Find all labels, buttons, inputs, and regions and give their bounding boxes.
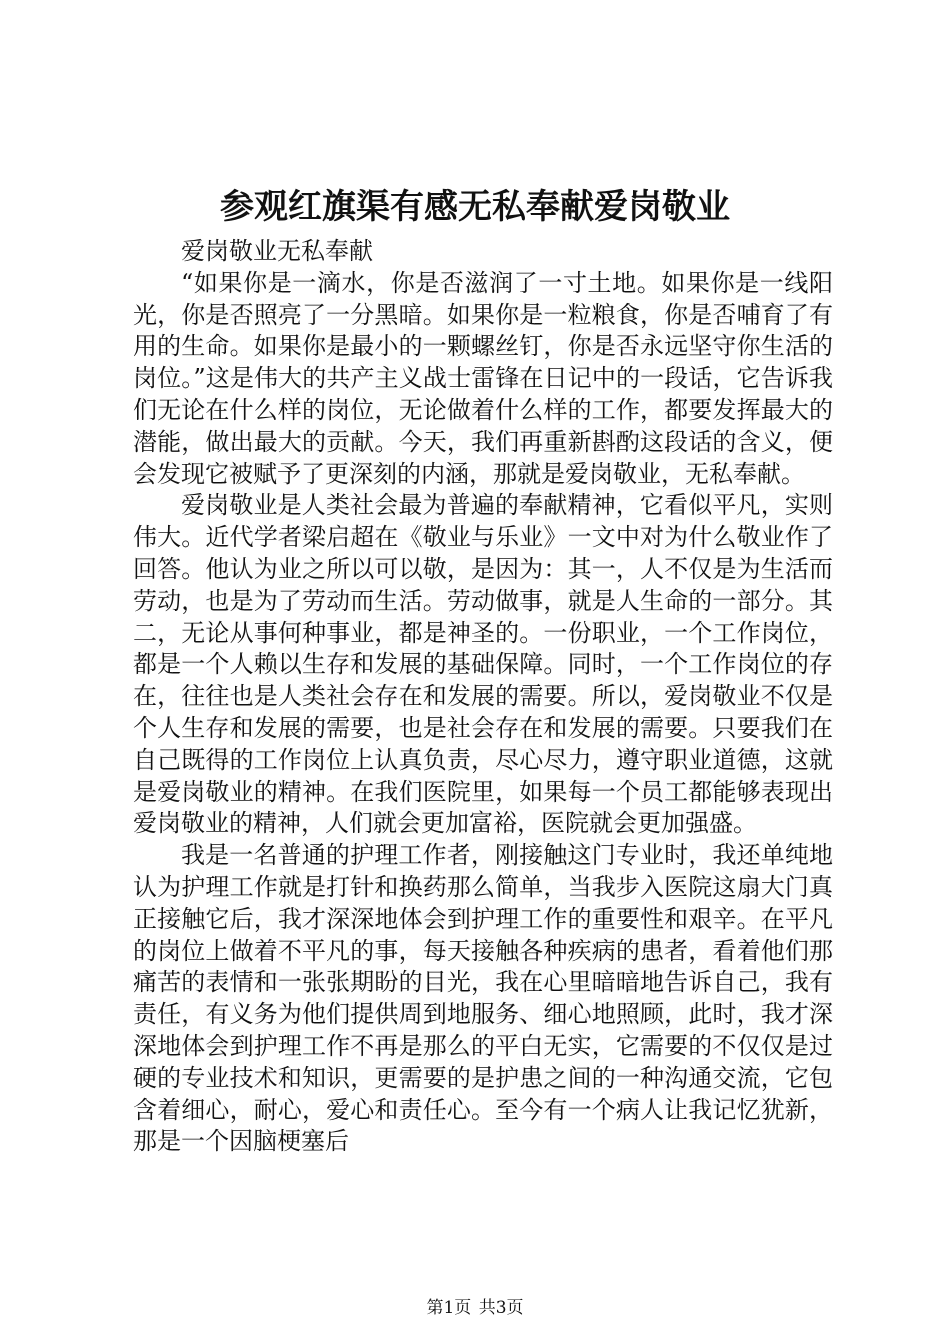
page-total: 共3页 <box>478 1298 524 1318</box>
paragraph: 我是一名普通的护理工作者，刚接触这门专业时，我还单纯地认为护理工作就是打针和换药那么简单，当我步入医院这扇大门真正接触它后，我才深深地体会到护理工作的重要性和艰辛。在平凡的岗位上做着不平凡的事，每天接触各种疾病的患者，看着他们那痛苦的表情和一张张期盼的目光，我在心里暗暗地告诉自己，我有责任，有义务为他们提供周到地服务、细心地照顾，此时，我才深深地体会到护理工作不再是那么的平白无实，它需要的不仅仅是过硬的专业技术和知识，更需要的是护患之间的一种沟通交流，它包含着细心，耐心，爱心和责任心。至今有一个病人让我记忆犹新，那是一个因脑梗塞后 <box>133 841 833 1156</box>
document-title: 参观红旗渠有感无私奉献爱岗敬业 <box>220 187 730 227</box>
paragraph: “如果你是一滴水，你是否滋润了一寸土地。如果你是一线阳光，你是否照亮了一分黑暗。如果你是一粒粮食，你是否哺育了有用的生命。如果你是最小的一颗螺丝钉，你是否永远坚守你生活的岗位。”这是伟大的共产主义战士雷锋在日记中的一段话，它告诉我们无论在什么样的岗位，无论做着什么样的工作，都要发挥最大的潜能，做出最大的贡献。今天，我们再重新斟酌这段话的含义，便会发现它被赋予了更深刻的内涵，那就是爱岗敬业，无私奉献。 <box>133 268 833 488</box>
page-footer <box>0 1296 950 1320</box>
document-subtitle: 爱岗敬业无私奉献 <box>181 237 373 265</box>
document-body <box>133 236 833 1158</box>
paragraph: 爱岗敬业是人类社会最为普遍的奉献精神，它看似平凡，实则伟大。近代学者梁启超在《敬业与乐业》一文中对为什么敬业作了回答。他认为业之所以可以敬，是因为：其一，人不仅是为生活而劳动，也是为了劳动而生活。劳动做事，就是人生命的一部分。其二，无论从事何种事业，都是神圣的。一份职业，一个工作岗位，都是一个人赖以生存和发展的基础保障。同时，一个工作岗位的存在，往往也是人类社会存在和发展的需要。所以，爱岗敬业不仅是个人生存和发展的需要，也是社会存在和发展的需要。只要我们在自己既得的工作岗位上认真负责，尽心尽力，遵守职业道德，这就是爱岗敬业的精神。在我们医院里，如果每一个员工都能够表现出爱岗敬业的精神，人们就会更加富裕，医院就会更加强盛。 <box>133 491 833 838</box>
page-number: 第1页 <box>426 1298 472 1318</box>
